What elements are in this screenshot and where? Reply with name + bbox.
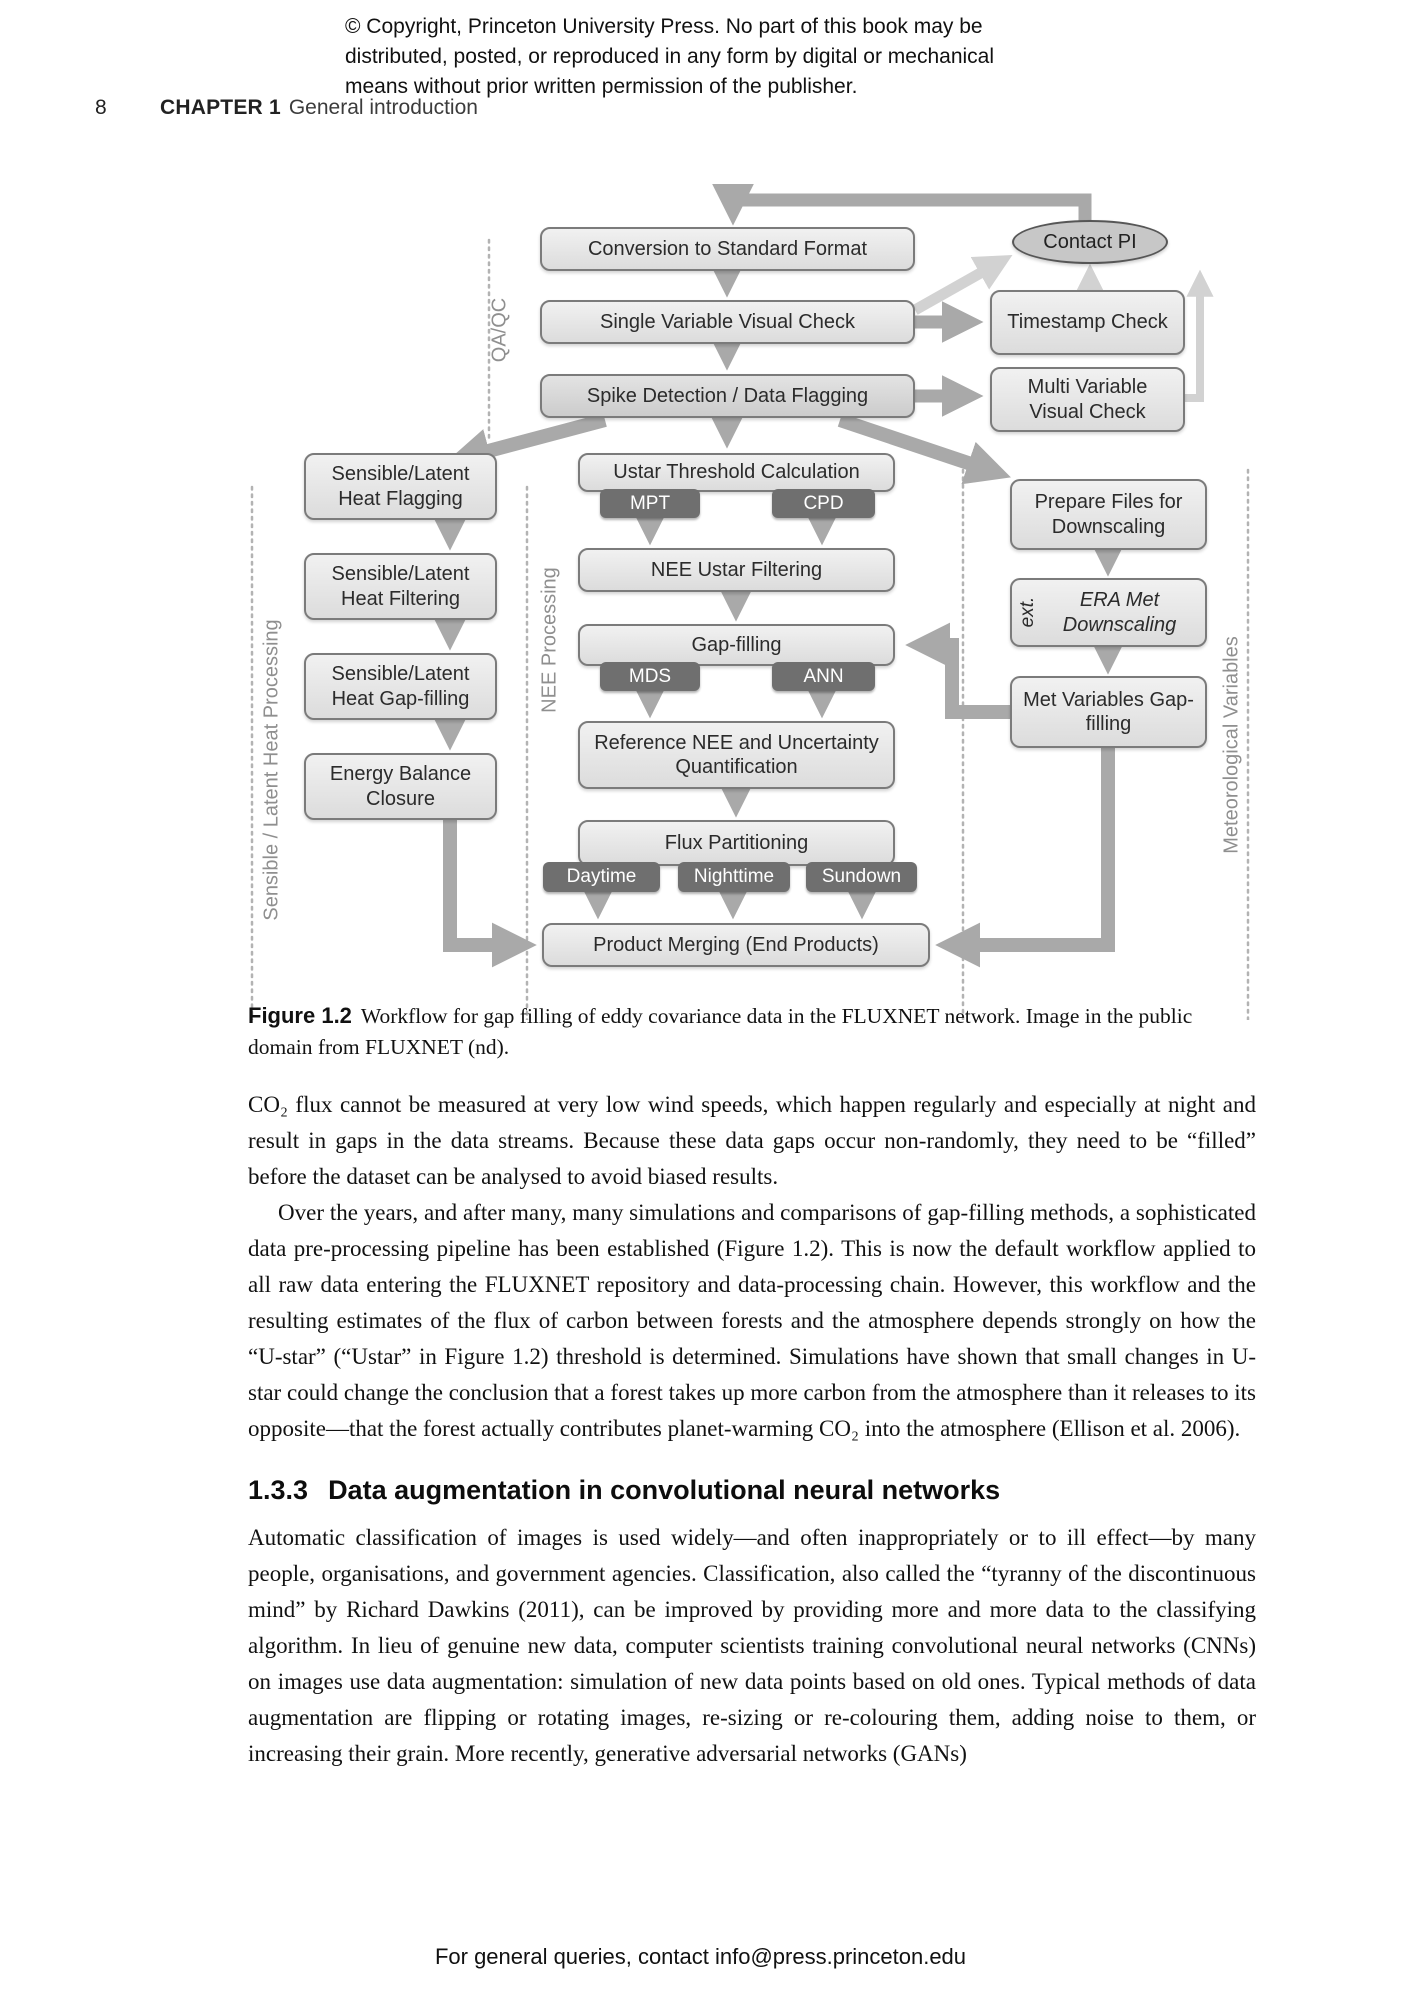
arrow-single-check-to-contact-pi — [915, 262, 1000, 310]
node-energy-balance-closure: Energy Balance Closure — [304, 753, 497, 820]
node-daytime: Daytime — [543, 862, 660, 892]
fluxnet-workflow-diagram — [200, 140, 1260, 1020]
figure-caption — [248, 1000, 1256, 1063]
page-number: 8 — [95, 96, 107, 119]
ext-label: ext. — [1017, 596, 1038, 628]
lane-label-meteorological: Meteorological Variables — [1220, 636, 1243, 854]
node-heat-filtering: Sensible/Latent Heat Filtering — [304, 553, 497, 620]
node-cpd: CPD — [772, 489, 875, 518]
paragraph-gap-filling-pipeline: Over the years, and after many, many simulations and comparisons of gap-filling methods, a sophisticated data pre-processing pipeline has been established (Figure 1.2). This is now the default workflow applied to all raw data entering the FLUXNET repository and data-processing chain. However, this workflow and the resulting estimates of the flux of carbon between forests and the atmosphere depends strongly on how the “U-star” (“Ustar” in Figure 1.2) threshold is determined. Simulations have shown that small changes in U-star could change the conclusion that a forest takes up more carbon from the atmosphere than it releases to its opposite—that the forest actually contributes planet-warming CO₂ into the atmosphere (Ellison et al. 2006). — [248, 1200, 1256, 1441]
footer-contact-line: For general queries, contact info@press.princeton.edu — [434, 1944, 967, 1969]
node-heat-flagging: Sensible/Latent Heat Flagging — [304, 453, 497, 520]
node-prepare-files-downscaling: Prepare Files for Downscaling — [1010, 479, 1207, 550]
node-spike-detection-data-flagging: Spike Detection / Data Flagging — [540, 374, 915, 418]
chapter-label: CHAPTER 1 — [160, 96, 281, 119]
figure-caption-text: Workflow for gap filling of eddy covariance data in the FLUXNET network. Image in the public domain from FLUXNET (nd). — [248, 1004, 1193, 1059]
arrow-energy-balance-to-product-merging — [450, 820, 520, 945]
section-number: 1.3.3 — [248, 1475, 309, 1505]
chapter-heading — [160, 96, 478, 120]
arrow-met-variables-to-product-merging — [952, 748, 1108, 945]
section-heading-1-3-3 — [248, 1475, 1256, 1506]
node-mpt: MPT — [600, 489, 700, 518]
chapter-title: General introduction — [288, 96, 478, 119]
node-sundown: Sundown — [806, 862, 917, 892]
node-contact-pi: Contact PI — [1012, 220, 1168, 264]
arrow-multi-check-to-contact-pi — [1185, 280, 1200, 398]
node-met-variables-gap-filling: Met Variables Gap-filling — [1010, 676, 1207, 748]
node-era-met-downscaling: ERA Met Downscaling — [1010, 578, 1207, 647]
arrow-met-variables-to-gap-filling — [922, 645, 1010, 712]
node-single-variable-visual-check: Single Variable Visual Check — [540, 300, 915, 344]
lane-label-qaqc: QA/QC — [488, 297, 511, 363]
node-heat-gap-filling: Sensible/Latent Heat Gap-filling — [304, 653, 497, 720]
node-conversion-standard-format: Conversion to Standard Format — [540, 227, 915, 271]
copyright-line: distributed, posted, or reproduced in any form by digital or mechanical — [345, 45, 995, 68]
node-product-merging: Product Merging (End Products) — [542, 923, 930, 967]
node-ann: ANN — [772, 662, 875, 691]
node-mds: MDS — [600, 662, 700, 691]
lane-label-sensible-latent: Sensible / Latent Heat Processing — [260, 619, 283, 921]
copyright-line: means without prior written permission of the publisher. — [345, 75, 858, 98]
figure-caption-label: Figure 1.2 — [248, 1003, 352, 1028]
arrow-contact-pi-loop-to-conversion — [733, 200, 1085, 222]
section-title: Data augmentation in convolutional neural networks — [328, 1475, 1001, 1505]
node-multi-variable-visual-check: Multi Variable Visual Check — [990, 367, 1185, 432]
node-flux-partitioning: Flux Partitioning — [578, 820, 895, 866]
copyright-line: © Copyright, Princeton University Press. No part of this book may be — [345, 15, 983, 38]
node-nighttime: Nighttime — [678, 862, 790, 892]
node-nee-ustar-filtering: NEE Ustar Filtering — [578, 548, 895, 592]
node-timestamp-check: Timestamp Check — [990, 290, 1185, 355]
lane-label-nee-processing: NEE Processing — [538, 567, 561, 713]
node-ustar-threshold-calculation: Ustar Threshold Calculation — [578, 453, 895, 492]
paragraph-co2-flux: CO₂ flux cannot be measured at very low wind speeds, which happen regularly and especially at night and result in gaps in the data streams. Because these data gaps occur non-randomly, they need to be “filled” before the dataset can be analysed to avoid biased results. — [248, 1092, 1256, 1189]
paragraph-data-augmentation: Automatic classification of images is used widely—and often inappropriately or to ill effect—by many people, organisations, and government agencies. Classification, also called the “tyranny of the discontinuous mind” by Richard Dawkins (2011), can be improved by providing more and more data to the classifying algorithm. In lieu of genuine new data, computer scientists training convolutional neural networks (CNNs) on images use data augmentation: simulation of new data points based on old ones. Typical methods of data augmentation are flipping or rotating images, re-sizing or re-colouring them, adding noise to them, or increasing their grain. More recently, generative adversarial networks (GANs) — [248, 1525, 1256, 1766]
copyright-notice — [345, 12, 994, 102]
node-gap-filling: Gap-filling — [578, 624, 895, 666]
node-reference-nee-uncertainty: Reference NEE and Uncertainty Quantification — [578, 721, 895, 789]
text-column — [248, 1000, 1256, 1772]
